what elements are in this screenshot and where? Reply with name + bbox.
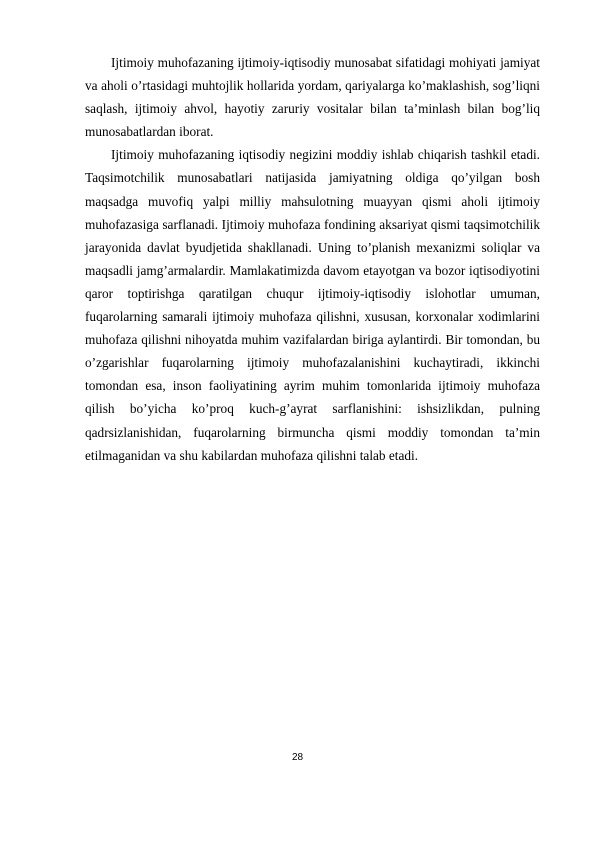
- page-number: 28: [291, 752, 304, 763]
- paragraph: Ijtimoiy muhofazaning iqtisodiy negizini moddiy ishlab chiqarish tashkil etadi. Taqsimotchilik munosabatlari natijasida jamiyatning oldiga qo’yilgan bosh maqsadga muvofiq yalpi milliy mahsulotning muayyan qismi aholi ijtimoiy muhofazasiga sarflanadi. Ijtimoiy muhofaza fondining aksariyat qismi taqsimotchilik jarayonida davlat byudjetida shakllanadi. Uning to’planish mexanizmi soliqlar va maqsadli jamg’armalardir. Mamlakatimizda davom etayotgan va bozor iqtisodiyotini qaror toptirishga qaratilgan chuqur ijtimoiy-iqtisodiy islohotlar umuman, fuqarolarning samarali ijtimoiy muhofaza qilishni, xususan, korxonalar xodimlarini muhofaza qilishni nihoyatda muhim vazifalardan biriga aylantirdi. Bir tomondan, bu o’zgarishlar fuqarolarning ijtimoiy muhofazalanishini kuchaytiradi, ikkinchi tomondan esa, inson faoliyatining ayrim muhim tomonlarida ijtimoiy muhofaza qilish bo’yicha ko’proq kuch-g’ayrat sarflanishini: ishsizlikdan, pulning qadrsizlanishidan, fuqarolarning birmuncha qismi moddiy tomondan ta’min etilmaganidan va shu kabilardan muhofaza qilishni talab etadi.: [85, 147, 540, 463]
- body-text: [85, 51, 540, 467]
- paragraph: Ijtimoiy muhofazaning ijtimoiy-iqtisodiy munosabat sifatidagi mohiyati jamiyat va aholi o’rtasidagi muhtojlik hollarida yordam, qariyalarga ko’maklashish, sog’liqni saqlash, ijtimoiy ahvol, hayotiy zaruriy vositalar bilan ta’minlash bilan bog’liq munosabatlardan iborat.: [85, 55, 540, 140]
